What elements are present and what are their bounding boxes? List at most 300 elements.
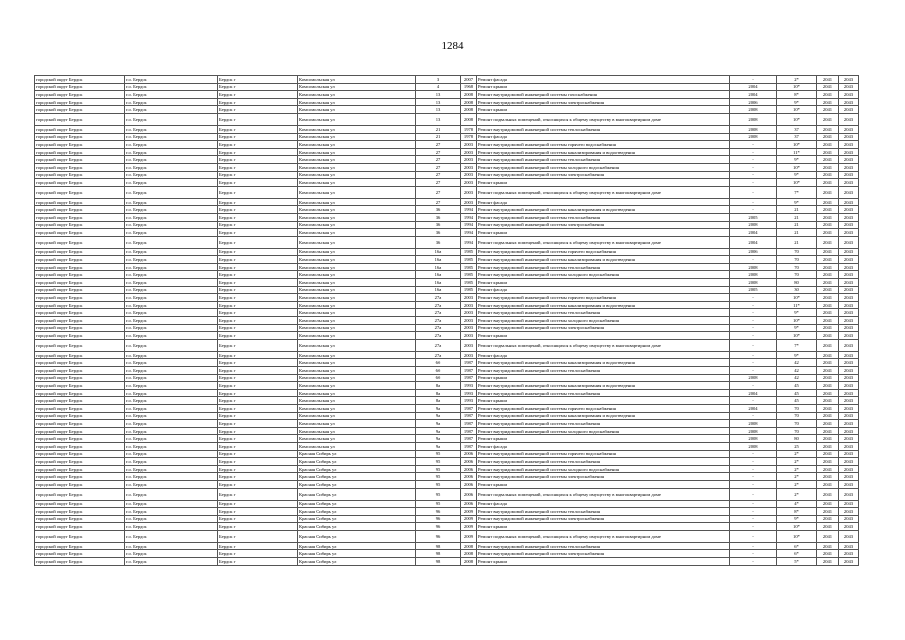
municipality-cell: городской округ Бердск <box>35 98 125 106</box>
settlement-cell: Бердск г <box>218 317 298 325</box>
last-repair-year-cell: 2008 <box>730 133 777 141</box>
plan-end-year-cell: 2043 <box>839 263 859 271</box>
last-repair-year-cell: 2008 <box>730 427 777 435</box>
wear-percent-cell: 10* <box>777 523 817 531</box>
wear-percent-cell: 70 <box>777 256 817 264</box>
settlement-cell: Бердск г <box>218 450 298 458</box>
year-built-cell: 1994 <box>461 229 477 237</box>
house-number-cell: 6б <box>416 367 461 375</box>
municipality-cell: городской округ Бердск <box>35 76 125 84</box>
street-cell: Комсомольская ул <box>298 248 416 256</box>
locality-cell: г.о. Бердск <box>125 339 218 351</box>
municipality-cell: городской округ Бердск <box>35 248 125 256</box>
year-built-cell: 1987 <box>461 374 477 382</box>
wear-percent-cell: 4* <box>777 500 817 508</box>
last-repair-year-cell: - <box>730 382 777 390</box>
municipality-cell: городской округ Бердск <box>35 558 125 566</box>
work-type-cell: Ремонт крыши <box>477 397 730 405</box>
plan-start-year-cell: 2041 <box>817 367 839 375</box>
plan-start-year-cell: 2041 <box>817 450 839 458</box>
street-cell: Комсомольская ул <box>298 351 416 359</box>
plan-start-year-cell: 2041 <box>817 523 839 531</box>
work-type-cell: Ремонт фасада <box>477 76 730 84</box>
locality-cell: г.о. Бердск <box>125 442 218 450</box>
wear-percent-cell: 42 <box>777 374 817 382</box>
work-type-cell: Ремонт внутридомовой инженерной системы теплоснабжения <box>477 389 730 397</box>
last-repair-year-cell: - <box>730 148 777 156</box>
last-repair-year-cell: - <box>730 156 777 164</box>
locality-cell: г.о. Бердск <box>125 76 218 84</box>
municipality-cell: городской округ Бердск <box>35 91 125 99</box>
settlement-cell: Бердск г <box>218 294 298 302</box>
municipality-cell: городской округ Бердск <box>35 256 125 264</box>
locality-cell: г.о. Бердск <box>125 317 218 325</box>
settlement-cell: Бердск г <box>218 367 298 375</box>
year-built-cell: 2008 <box>461 558 477 566</box>
plan-start-year-cell: 2041 <box>817 500 839 508</box>
plan-end-year-cell: 2043 <box>839 271 859 279</box>
plan-end-year-cell: 2043 <box>839 256 859 264</box>
settlement-cell: Бердск г <box>218 141 298 149</box>
last-repair-year-cell: - <box>730 465 777 473</box>
municipality-cell: городской округ Бердск <box>35 550 125 558</box>
plan-end-year-cell: 2043 <box>839 309 859 317</box>
house-number-cell: 21 <box>416 133 461 141</box>
wear-percent-cell: 25 <box>777 442 817 450</box>
house-number-cell: 27а <box>416 294 461 302</box>
house-number-cell: 27 <box>416 141 461 149</box>
settlement-cell: Бердск г <box>218 389 298 397</box>
work-type-cell: Ремонт фасада <box>477 286 730 294</box>
plan-end-year-cell: 2043 <box>839 106 859 114</box>
plan-end-year-cell: 2043 <box>839 317 859 325</box>
house-number-cell: 16а <box>416 286 461 294</box>
settlement-cell: Бердск г <box>218 435 298 443</box>
wear-percent-cell: 10* <box>777 106 817 114</box>
street-cell: Комсомольская ул <box>298 229 416 237</box>
work-type-cell: Ремонт внутридомовой инженерной системы теплоснабжения <box>477 125 730 133</box>
plan-end-year-cell: 2043 <box>839 442 859 450</box>
street-cell: Комсомольская ул <box>298 141 416 149</box>
settlement-cell: Бердск г <box>218 163 298 171</box>
locality-cell: г.о. Бердск <box>125 163 218 171</box>
house-number-cell: 27 <box>416 186 461 198</box>
locality-cell: г.о. Бердск <box>125 435 218 443</box>
table-row <box>35 309 859 317</box>
year-built-cell: 2006 <box>461 450 477 458</box>
plan-end-year-cell: 2043 <box>839 435 859 443</box>
work-type-cell: Ремонт фасада <box>477 198 730 206</box>
house-number-cell: 96 <box>416 508 461 516</box>
settlement-cell: Бердск г <box>218 523 298 531</box>
last-repair-year-cell: 2005 <box>730 213 777 221</box>
street-cell: Комсомольская ул <box>298 271 416 279</box>
settlement-cell: Бердск г <box>218 179 298 187</box>
plan-end-year-cell: 2043 <box>839 301 859 309</box>
locality-cell: г.о. Бердск <box>125 271 218 279</box>
settlement-cell: Бердск г <box>218 339 298 351</box>
plan-end-year-cell: 2043 <box>839 324 859 332</box>
plan-end-year-cell: 2043 <box>839 206 859 214</box>
settlement-cell: Бердск г <box>218 500 298 508</box>
plan-end-year-cell: 2043 <box>839 236 859 248</box>
settlement-cell: Бердск г <box>218 530 298 542</box>
locality-cell: г.о. Бердск <box>125 558 218 566</box>
municipality-cell: городской округ Бердск <box>35 317 125 325</box>
locality-cell: г.о. Бердск <box>125 542 218 550</box>
work-type-cell: Ремонт внутридомовой инженерной системы горячего водоснабжения <box>477 450 730 458</box>
wear-percent-cell: 21 <box>777 206 817 214</box>
year-built-cell: 2003 <box>461 148 477 156</box>
table-row <box>35 198 859 206</box>
settlement-cell: Бердск г <box>218 404 298 412</box>
house-number-cell: 9а <box>416 412 461 420</box>
table-row <box>35 83 859 91</box>
locality-cell: г.о. Бердск <box>125 420 218 428</box>
settlement-cell: Бердск г <box>218 279 298 287</box>
locality-cell: г.о. Бердск <box>125 213 218 221</box>
work-type-cell: Ремонт крыши <box>477 279 730 287</box>
street-cell: Комсомольская ул <box>298 389 416 397</box>
house-number-cell: 96 <box>416 530 461 542</box>
wear-percent-cell: 45 <box>777 389 817 397</box>
plan-end-year-cell: 2043 <box>839 113 859 125</box>
locality-cell: г.о. Бердск <box>125 286 218 294</box>
plan-end-year-cell: 2043 <box>839 458 859 466</box>
table-row <box>35 156 859 164</box>
last-repair-year-cell: - <box>730 359 777 367</box>
table-row <box>35 271 859 279</box>
wear-percent-cell: 8* <box>777 508 817 516</box>
street-cell: Красная Сибирь ул <box>298 523 416 531</box>
year-built-cell: 1985 <box>461 286 477 294</box>
house-number-cell: 27а <box>416 317 461 325</box>
last-repair-year-cell: - <box>730 198 777 206</box>
year-built-cell: 2003 <box>461 156 477 164</box>
settlement-cell: Бердск г <box>218 83 298 91</box>
last-repair-year-cell: - <box>730 206 777 214</box>
year-built-cell: 2009 <box>461 508 477 516</box>
table-row <box>35 367 859 375</box>
work-type-cell: Ремонт крыши <box>477 332 730 340</box>
last-repair-year-cell: 2008 <box>730 279 777 287</box>
municipality-cell: городской округ Бердск <box>35 404 125 412</box>
table-row <box>35 263 859 271</box>
wear-percent-cell: 2* <box>777 458 817 466</box>
street-cell: Красная Сибирь ул <box>298 558 416 566</box>
wear-percent-cell: 80 <box>777 279 817 287</box>
table-row <box>35 558 859 566</box>
street-cell: Комсомольская ул <box>298 367 416 375</box>
municipality-cell: городской округ Бердск <box>35 236 125 248</box>
street-cell: Красная Сибирь ул <box>298 500 416 508</box>
work-type-cell: Ремонт внутридомовой инженерной системы теплоснабжения <box>477 367 730 375</box>
locality-cell: г.о. Бердск <box>125 91 218 99</box>
locality-cell: г.о. Бердск <box>125 198 218 206</box>
plan-start-year-cell: 2041 <box>817 480 839 488</box>
table-row <box>35 523 859 531</box>
plan-start-year-cell: 2041 <box>817 221 839 229</box>
house-number-cell: 4 <box>416 83 461 91</box>
street-cell: Комсомольская ул <box>298 91 416 99</box>
street-cell: Комсомольская ул <box>298 435 416 443</box>
street-cell: Красная Сибирь ул <box>298 450 416 458</box>
wear-percent-cell: 70 <box>777 271 817 279</box>
plan-end-year-cell: 2043 <box>839 83 859 91</box>
street-cell: Комсомольская ул <box>298 286 416 294</box>
wear-percent-cell: 10* <box>777 332 817 340</box>
street-cell: Комсомольская ул <box>298 324 416 332</box>
municipality-cell: городской округ Бердск <box>35 508 125 516</box>
plan-end-year-cell: 2043 <box>839 465 859 473</box>
table-row <box>35 404 859 412</box>
settlement-cell: Бердск г <box>218 473 298 481</box>
plan-end-year-cell: 2043 <box>839 229 859 237</box>
work-type-cell: Ремонт внутридомовой инженерной системы теплоснабжения <box>477 309 730 317</box>
wear-percent-cell: 80 <box>777 435 817 443</box>
municipality-cell: городской округ Бердск <box>35 351 125 359</box>
municipality-cell: городской округ Бердск <box>35 397 125 405</box>
municipality-cell: городской округ Бердск <box>35 206 125 214</box>
locality-cell: г.о. Бердск <box>125 332 218 340</box>
last-repair-year-cell: - <box>730 141 777 149</box>
last-repair-year-cell: - <box>730 332 777 340</box>
wear-percent-cell: 9* <box>777 351 817 359</box>
plan-start-year-cell: 2041 <box>817 473 839 481</box>
street-cell: Комсомольская ул <box>298 106 416 114</box>
table-row <box>35 435 859 443</box>
municipality-cell: городской округ Бердск <box>35 435 125 443</box>
street-cell: Комсомольская ул <box>298 309 416 317</box>
wear-percent-cell: 45 <box>777 397 817 405</box>
settlement-cell: Бердск г <box>218 480 298 488</box>
locality-cell: г.о. Бердск <box>125 367 218 375</box>
plan-start-year-cell: 2041 <box>817 125 839 133</box>
house-number-cell: 9а <box>416 427 461 435</box>
plan-end-year-cell: 2043 <box>839 279 859 287</box>
year-built-cell: 2003 <box>461 332 477 340</box>
last-repair-year-cell: 2004 <box>730 91 777 99</box>
street-cell: Комсомольская ул <box>298 420 416 428</box>
street-cell: Комсомольская ул <box>298 397 416 405</box>
year-built-cell: 1987 <box>461 420 477 428</box>
plan-end-year-cell: 2043 <box>839 558 859 566</box>
settlement-cell: Бердск г <box>218 248 298 256</box>
settlement-cell: Бердск г <box>218 133 298 141</box>
plan-start-year-cell: 2041 <box>817 515 839 523</box>
street-cell: Комсомольская ул <box>298 221 416 229</box>
locality-cell: г.о. Бердск <box>125 236 218 248</box>
settlement-cell: Бердск г <box>218 198 298 206</box>
locality-cell: г.о. Бердск <box>125 148 218 156</box>
plan-end-year-cell: 2043 <box>839 508 859 516</box>
settlement-cell: Бердск г <box>218 236 298 248</box>
settlement-cell: Бердск г <box>218 286 298 294</box>
municipality-cell: городской округ Бердск <box>35 488 125 500</box>
year-built-cell: 2006 <box>461 488 477 500</box>
municipality-cell: городской округ Бердск <box>35 106 125 114</box>
table-row <box>35 324 859 332</box>
last-repair-year-cell: - <box>730 186 777 198</box>
house-number-cell: 27 <box>416 148 461 156</box>
table-row <box>35 256 859 264</box>
table-row <box>35 351 859 359</box>
work-type-cell: Ремонт подвальных помещений, относящихся к общему имуществу в многоквартирном доме <box>477 488 730 500</box>
municipality-cell: городской округ Бердск <box>35 523 125 531</box>
settlement-cell: Бердск г <box>218 301 298 309</box>
street-cell: Комсомольская ул <box>298 186 416 198</box>
last-repair-year-cell: - <box>730 324 777 332</box>
house-number-cell: 27а <box>416 309 461 317</box>
year-built-cell: 2003 <box>461 309 477 317</box>
plan-start-year-cell: 2041 <box>817 359 839 367</box>
table-row <box>35 236 859 248</box>
plan-end-year-cell: 2043 <box>839 359 859 367</box>
plan-end-year-cell: 2043 <box>839 76 859 84</box>
plan-end-year-cell: 2043 <box>839 404 859 412</box>
table-row <box>35 450 859 458</box>
locality-cell: г.о. Бердск <box>125 229 218 237</box>
plan-end-year-cell: 2043 <box>839 550 859 558</box>
plan-start-year-cell: 2041 <box>817 163 839 171</box>
plan-end-year-cell: 2043 <box>839 163 859 171</box>
municipality-cell: городской округ Бердск <box>35 286 125 294</box>
plan-start-year-cell: 2041 <box>817 465 839 473</box>
wear-percent-cell: 21 <box>777 221 817 229</box>
table-row <box>35 389 859 397</box>
plan-start-year-cell: 2041 <box>817 558 839 566</box>
year-built-cell: 2008 <box>461 550 477 558</box>
work-type-cell: Ремонт внутридомовой инженерной системы теплоснабжения <box>477 263 730 271</box>
wear-percent-cell: 9* <box>777 156 817 164</box>
year-built-cell: 2003 <box>461 179 477 187</box>
plan-start-year-cell: 2041 <box>817 186 839 198</box>
year-built-cell: 1985 <box>461 271 477 279</box>
year-built-cell: 1994 <box>461 236 477 248</box>
last-repair-year-cell: - <box>730 515 777 523</box>
locality-cell: г.о. Бердск <box>125 179 218 187</box>
year-built-cell: 2007 <box>461 76 477 84</box>
year-built-cell: 1985 <box>461 263 477 271</box>
year-built-cell: 2003 <box>461 339 477 351</box>
settlement-cell: Бердск г <box>218 465 298 473</box>
plan-end-year-cell: 2043 <box>839 488 859 500</box>
municipality-cell: городской округ Бердск <box>35 450 125 458</box>
settlement-cell: Бердск г <box>218 256 298 264</box>
work-type-cell: Ремонт внутридомовой инженерной системы электроснабжения <box>477 171 730 179</box>
work-type-cell: Ремонт внутридомовой инженерной системы канализирования и водоотведения <box>477 412 730 420</box>
street-cell: Комсомольская ул <box>298 317 416 325</box>
wear-percent-cell: 70 <box>777 420 817 428</box>
table-row <box>35 542 859 550</box>
wear-percent-cell: 2* <box>777 480 817 488</box>
year-built-cell: 1987 <box>461 412 477 420</box>
settlement-cell: Бердск г <box>218 106 298 114</box>
table-row <box>35 412 859 420</box>
plan-start-year-cell: 2041 <box>817 83 839 91</box>
wear-percent-cell: 45 <box>777 382 817 390</box>
year-built-cell: 1993 <box>461 382 477 390</box>
last-repair-year-cell: - <box>730 550 777 558</box>
locality-cell: г.о. Бердск <box>125 98 218 106</box>
work-type-cell: Ремонт внутридомовой инженерной системы электроснабжения <box>477 324 730 332</box>
locality-cell: г.о. Бердск <box>125 374 218 382</box>
plan-start-year-cell: 2041 <box>817 427 839 435</box>
register-table <box>34 75 859 566</box>
register-table-body <box>35 76 859 566</box>
wear-percent-cell: 2* <box>777 450 817 458</box>
wear-percent-cell: 2* <box>777 473 817 481</box>
locality-cell: г.о. Бердск <box>125 156 218 164</box>
plan-end-year-cell: 2043 <box>839 294 859 302</box>
street-cell: Комсомольская ул <box>298 206 416 214</box>
wear-percent-cell: 10* <box>777 294 817 302</box>
plan-end-year-cell: 2043 <box>839 221 859 229</box>
table-row <box>35 339 859 351</box>
wear-percent-cell: 11* <box>777 148 817 156</box>
plan-end-year-cell: 2043 <box>839 523 859 531</box>
municipality-cell: городской округ Бердск <box>35 83 125 91</box>
table-row <box>35 98 859 106</box>
table-row <box>35 508 859 516</box>
work-type-cell: Ремонт крыши <box>477 374 730 382</box>
last-repair-year-cell: - <box>730 450 777 458</box>
table-row <box>35 213 859 221</box>
year-built-cell: 2009 <box>461 523 477 531</box>
municipality-cell: городской округ Бердск <box>35 324 125 332</box>
plan-end-year-cell: 2043 <box>839 427 859 435</box>
work-type-cell: Ремонт крыши <box>477 106 730 114</box>
table-row <box>35 221 859 229</box>
municipality-cell: городской округ Бердск <box>35 229 125 237</box>
settlement-cell: Бердск г <box>218 488 298 500</box>
work-type-cell: Ремонт внутридомовой инженерной системы теплоснабжения <box>477 420 730 428</box>
municipality-cell: городской округ Бердск <box>35 309 125 317</box>
house-number-cell: 9а <box>416 435 461 443</box>
year-built-cell: 2009 <box>461 530 477 542</box>
year-built-cell: 2003 <box>461 141 477 149</box>
wear-percent-cell: 6* <box>777 542 817 550</box>
work-type-cell: Ремонт подвальных помещений, относящихся к общему имуществу в многоквартирном доме <box>477 236 730 248</box>
wear-percent-cell: 2* <box>777 465 817 473</box>
table-row <box>35 248 859 256</box>
street-cell: Комсомольская ул <box>298 236 416 248</box>
house-number-cell: 98 <box>416 550 461 558</box>
plan-start-year-cell: 2041 <box>817 248 839 256</box>
settlement-cell: Бердск г <box>218 420 298 428</box>
wear-percent-cell: 9* <box>777 198 817 206</box>
year-built-cell: 2003 <box>461 186 477 198</box>
plan-end-year-cell: 2043 <box>839 420 859 428</box>
wear-percent-cell: 70 <box>777 412 817 420</box>
house-number-cell: 27 <box>416 198 461 206</box>
locality-cell: г.о. Бердск <box>125 248 218 256</box>
house-number-cell: 27а <box>416 301 461 309</box>
settlement-cell: Бердск г <box>218 359 298 367</box>
wear-percent-cell: 21 <box>777 229 817 237</box>
locality-cell: г.о. Бердск <box>125 206 218 214</box>
locality-cell: г.о. Бердск <box>125 515 218 523</box>
plan-start-year-cell: 2041 <box>817 309 839 317</box>
settlement-cell: Бердск г <box>218 558 298 566</box>
plan-start-year-cell: 2041 <box>817 198 839 206</box>
wear-percent-cell: 37 <box>777 133 817 141</box>
plan-end-year-cell: 2043 <box>839 374 859 382</box>
settlement-cell: Бердск г <box>218 125 298 133</box>
plan-start-year-cell: 2041 <box>817 106 839 114</box>
plan-start-year-cell: 2041 <box>817 76 839 84</box>
work-type-cell: Ремонт внутридомовой инженерной системы теплоснабжения <box>477 508 730 516</box>
